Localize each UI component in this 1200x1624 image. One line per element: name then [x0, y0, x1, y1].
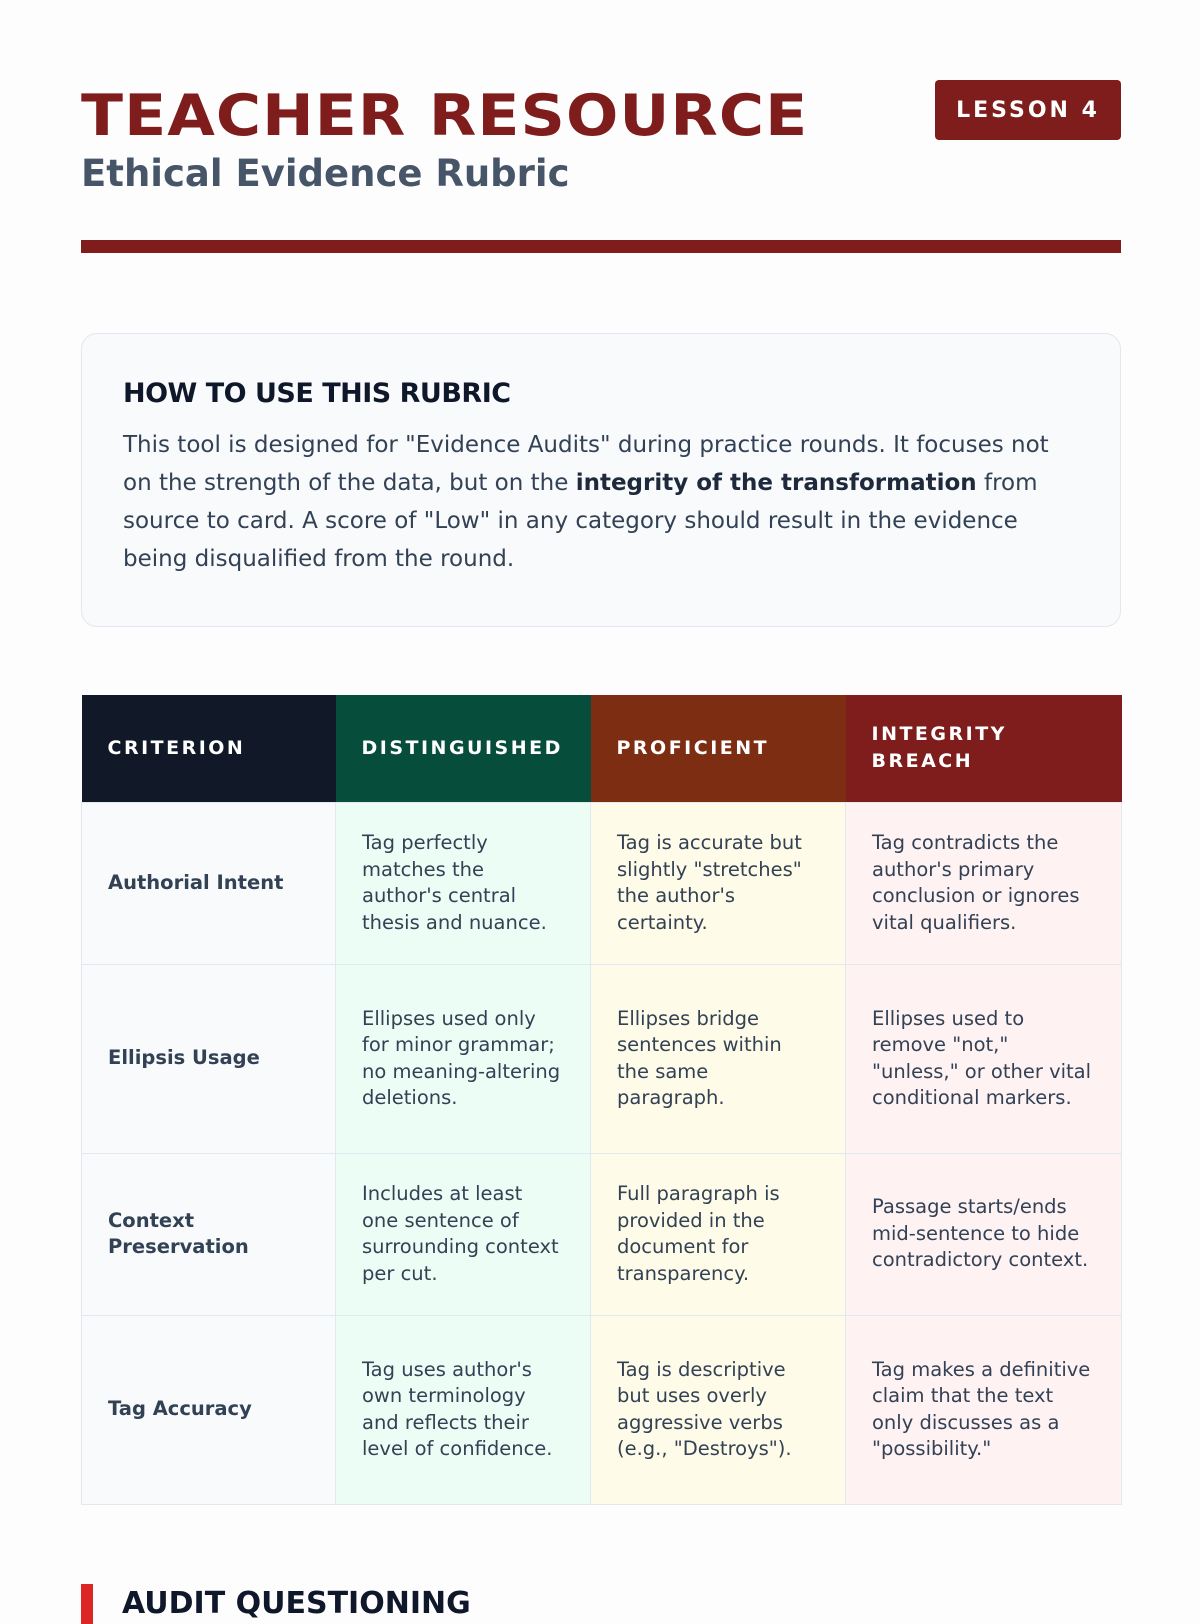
proficient-cell: Tag is accurate but slightly "stretches" the author's certainty. — [591, 802, 846, 964]
breach-cell: Ellipses used to remove "not," "unless," or other vital conditional markers. — [846, 964, 1122, 1153]
proficient-cell: Tag is descriptive but uses overly aggressive verbs (e.g., "Destroys"). — [591, 1315, 846, 1504]
rubric-table — [81, 695, 1122, 1505]
rubric-page — [81, 0, 1121, 1621]
how-to-use-text-emphasis: integrity of the transformation — [575, 470, 977, 496]
how-to-use-panel — [81, 333, 1121, 627]
criterion-cell: Ellipsis Usage — [82, 964, 336, 1153]
how-to-use-text — [123, 426, 1079, 578]
section-accent-bar — [81, 1584, 93, 1624]
page-header — [81, 0, 1121, 256]
criterion-cell: Tag Accuracy — [82, 1315, 336, 1504]
section-title: AUDIT QUESTIONING — [122, 1586, 471, 1621]
column-header-distinguished: DISTINGUISHED — [336, 695, 591, 802]
criterion-cell: Authorial Intent — [82, 802, 336, 964]
lesson-badge: LESSON 4 — [935, 80, 1121, 140]
proficient-cell: Full paragraph is provided in the document for transparency. — [591, 1153, 846, 1315]
how-to-use-text-intro: This tool is designed for "Evidence Audits" during practice rounds. It focuses not on the strength of the data, but on the — [123, 432, 1049, 496]
column-header-integrity-breach: INTEGRITY BREACH — [846, 695, 1122, 802]
breach-cell: Tag contradicts the author's primary conclusion or ignores vital qualifiers. — [846, 802, 1122, 964]
breach-cell: Tag makes a definitive claim that the text only discusses as a "possibility." — [846, 1315, 1122, 1504]
proficient-cell: Ellipses bridge sentences within the same paragraph. — [591, 964, 846, 1153]
breach-cell: Passage starts/ends mid-sentence to hide contradictory context. — [846, 1153, 1122, 1315]
header-divider — [81, 240, 1121, 253]
distinguished-cell: Ellipses used only for minor grammar; no meaning-altering deletions. — [336, 964, 591, 1153]
how-to-use-text-end: from source to card. A score of "Low" in any category should result in the evidence being disqualified from the round. — [123, 470, 1038, 572]
table-row — [82, 964, 1122, 1153]
distinguished-cell: Includes at least one sentence of surrounding context per cut. — [336, 1153, 591, 1315]
table-row — [82, 1315, 1122, 1504]
rubric-header-row — [82, 695, 1122, 802]
column-header-proficient: PROFICIENT — [591, 695, 846, 802]
criterion-cell: Context Preservation — [82, 1153, 336, 1315]
column-header-criterion: CRITERION — [82, 695, 336, 802]
table-row — [82, 1153, 1122, 1315]
table-row — [82, 802, 1122, 964]
page-title: TEACHER RESOURCE — [81, 83, 809, 149]
distinguished-cell: Tag perfectly matches the author's central thesis and nuance. — [336, 802, 591, 964]
how-to-use-heading: HOW TO USE THIS RUBRIC — [123, 378, 511, 409]
distinguished-cell: Tag uses author's own terminology and reflects their level of confidence. — [336, 1315, 591, 1504]
page-subtitle: Ethical Evidence Rubric — [81, 152, 570, 195]
